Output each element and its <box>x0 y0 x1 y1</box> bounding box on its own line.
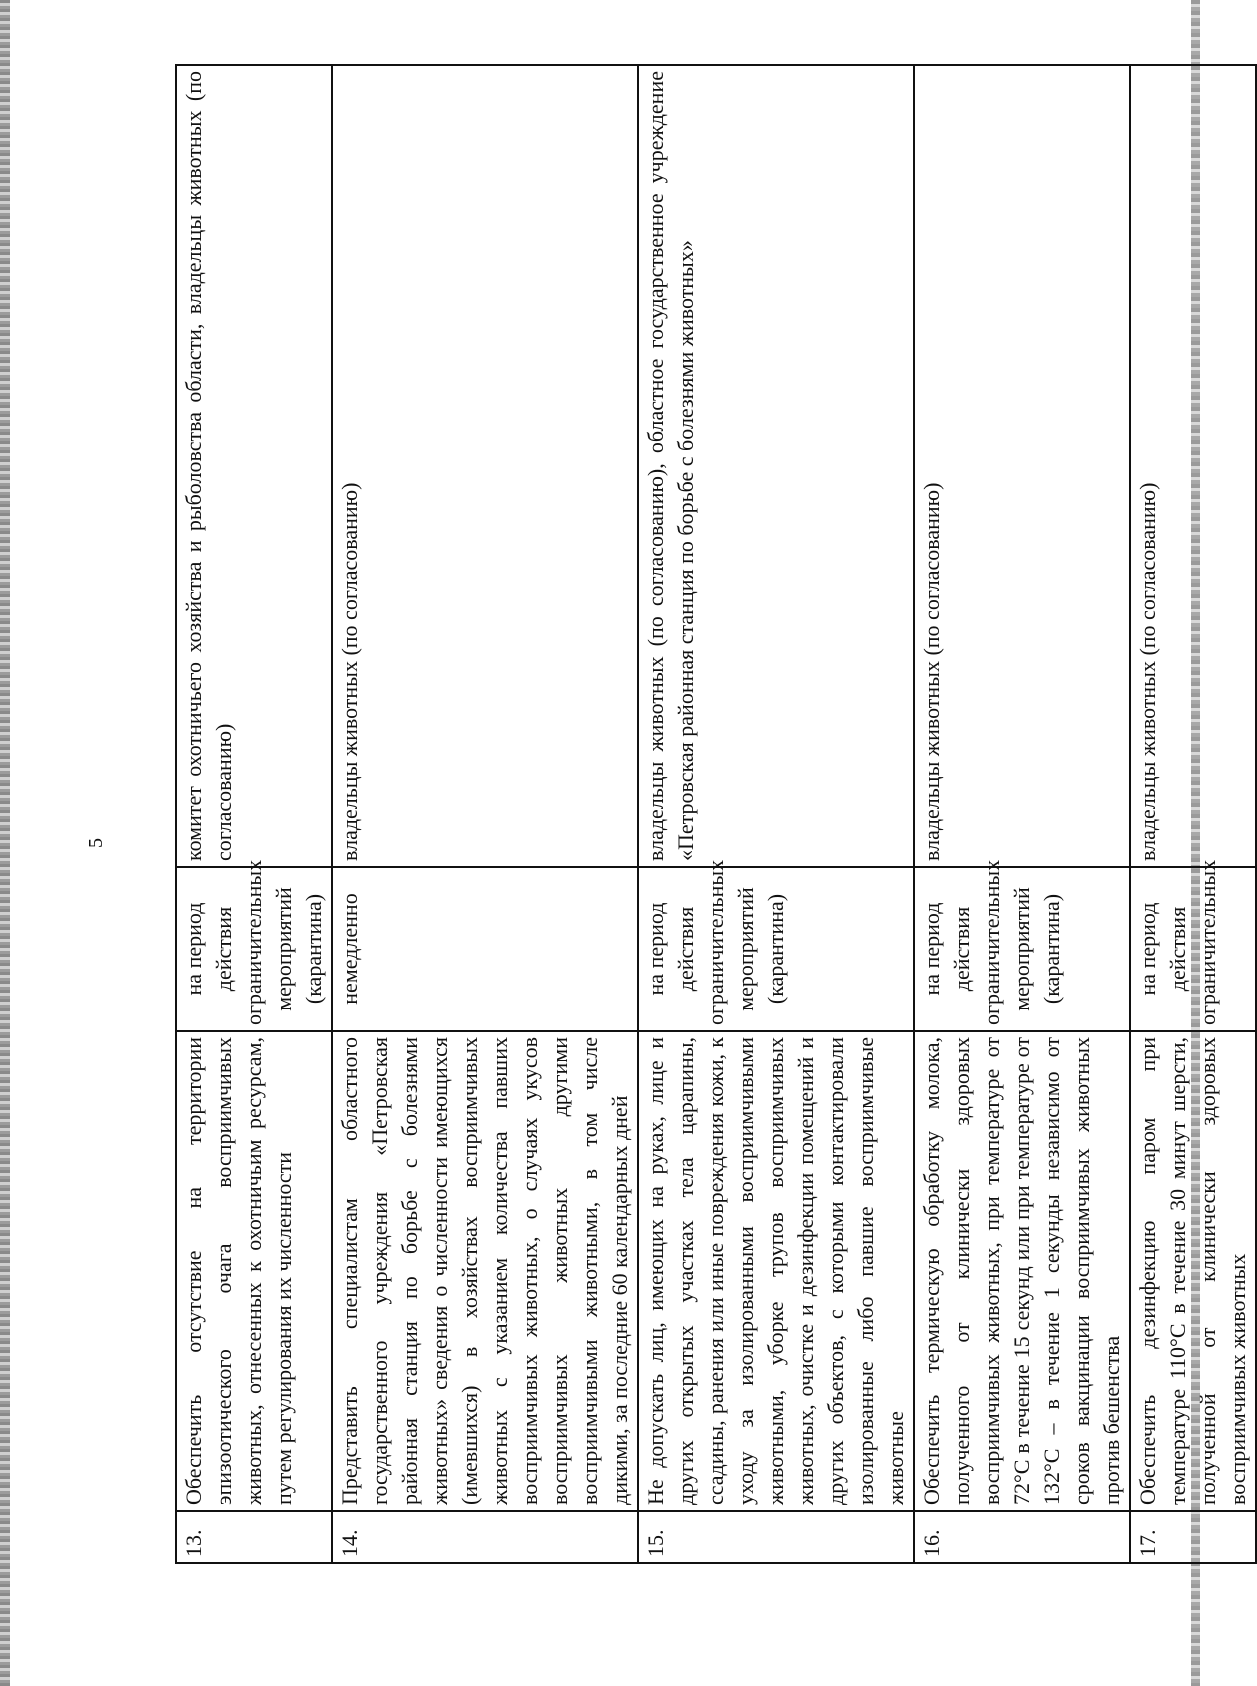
action-cell: Обеспечить дезинфекцию паром при температуре 110°С в течение 30 минут шерсти, полученной от клинически здоровых восприимчивых животных <box>1130 1031 1256 1511</box>
table-row <box>914 65 1130 1563</box>
executor-cell: комитет охотничьего хозяйства и рыболовства области, владельцы животных (по согласованию) <box>176 65 332 867</box>
table-row <box>332 65 638 1563</box>
row-number: 15. <box>638 1511 914 1563</box>
table-row <box>638 65 914 1563</box>
action-cell: Представить специалистам областного государственного учреждения «Петровская районная станция по борьбе с болезнями животных» сведения о численности имеющихся (имевшихся) в хозяйствах восприимчивых животных с указанием количества павших восприимчивых животных, о случаях укусов восприимчивых животных другими восприимчивыми животными, в том числе дикими, за последние 60 календарных дней <box>332 1031 638 1511</box>
page-number: 5 <box>84 838 107 848</box>
table-row <box>176 65 332 1563</box>
executor-cell: владельцы животных (по согласованию) <box>914 65 1130 867</box>
executor-cell: владельцы животных (по согласованию) <box>332 65 638 867</box>
term-cell: на период действия ограничительных мероприятий (карантина) <box>638 867 914 1031</box>
row-number: 17. <box>1130 1511 1256 1563</box>
row-number: 13. <box>176 1511 332 1563</box>
action-cell: Обеспечить отсутствие на территории эпизоотического очага восприимчивых животных, отнесенных к охотничьим ресурсам, путем регулирования их численности <box>176 1031 332 1511</box>
table-row <box>1130 65 1256 1563</box>
row-number: 14. <box>332 1511 638 1563</box>
action-cell: Обеспечить термическую обработку молока, полученного от клинически здоровых восприимчивых животных, при температуре от 72°С в течение 15 секунд или при температуре от 132°С – в течение 1 секунды независимо от сроков вакцинации восприимчивых животных против бешенства <box>914 1031 1130 1511</box>
executor-cell: владельцы животных (по согласованию), областное государственное учреждение «Петровская районная станция по борьбе с болезнями животных» <box>638 65 914 867</box>
measures-table <box>175 64 1257 1564</box>
term-cell: на период действия ограничительных мероприятий (карантина) <box>914 867 1130 1031</box>
row-number: 16. <box>914 1511 1130 1563</box>
action-cell: Не допускать лиц, имеющих на руках, лице и других открытых участках тела царапины, ссадины, ранения или иные повреждения кожи, к уходу за изолированными восприимчивыми животными, уборке трупов восприимчивых животных, очистке и дезинфекции помещений и других объектов, с которыми контактировали изолированные либо павшие восприимчивые животные <box>638 1031 914 1511</box>
term-cell: немедленно <box>332 867 638 1031</box>
term-cell: на период действия ограничительных <box>1130 867 1256 1031</box>
executor-cell: владельцы животных (по согласованию) <box>1130 65 1256 867</box>
rotated-table-container <box>175 71 1250 1564</box>
term-cell: на период действия ограничительных мероприятий (карантина) <box>176 867 332 1031</box>
scan-edge-left <box>0 0 10 1686</box>
